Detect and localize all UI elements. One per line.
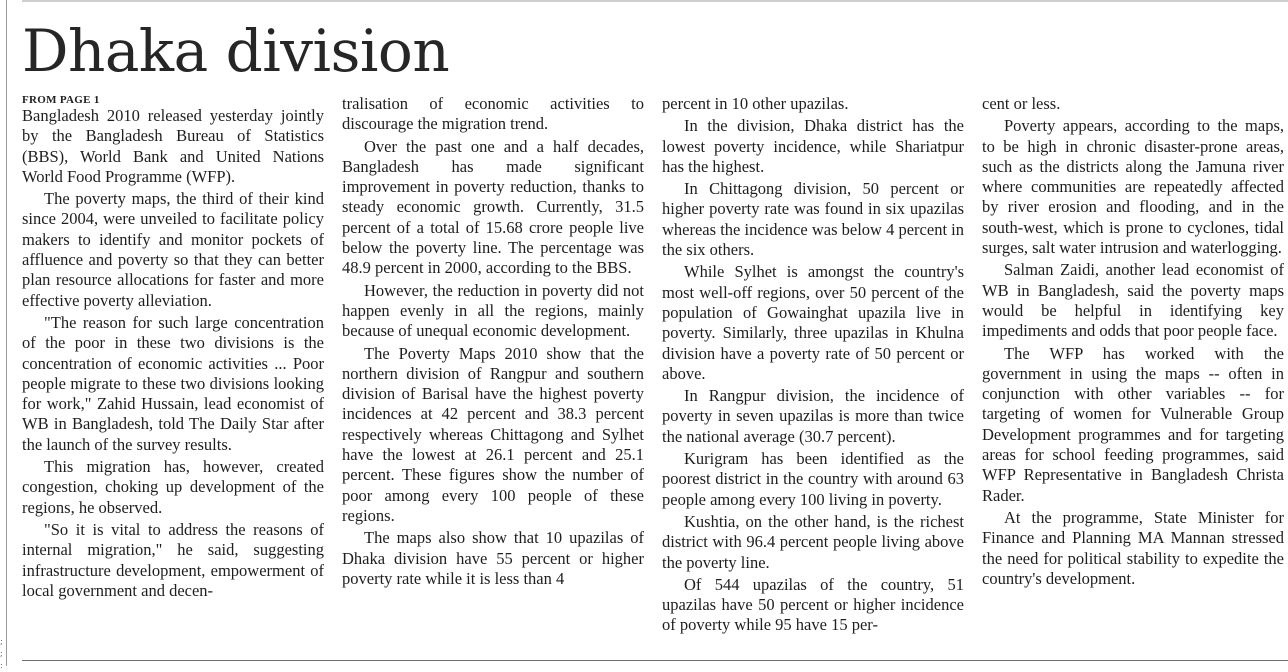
paragraph: However, the reduction in poverty did not happen evenly in all the regions, mainly because of unequal economic development. bbox=[342, 280, 644, 341]
paragraph: tralisation of economic activities to discourage the migration trend. bbox=[342, 94, 644, 134]
paragraph: In Chittagong division, 50 percent or higher poverty rate was found in six upazilas whereas the incidence was below 4 percent in the six others. bbox=[662, 179, 964, 260]
paragraph: At the programme, State Minister for Finance and Planning MA Mannan stressed the need for political stability to expedite the country's development. bbox=[982, 507, 1284, 588]
paragraph: Salman Zaidi, another lead economist of WB in Bangladesh, said the poverty maps would be helpful in identifying key impediments and odds that poor people face. bbox=[982, 260, 1284, 341]
paragraph: Bangladesh 2010 released yesterday jointly by the Bangladesh Bureau of Statistics (BBS), World Bank and United Nations World Food Programme (WFP). bbox=[22, 106, 324, 186]
article-column-4 bbox=[982, 94, 1284, 591]
article-column-2 bbox=[342, 94, 644, 591]
top-rule bbox=[22, 0, 1288, 2]
margin-marks: ; ; : bbox=[0, 637, 3, 670]
headline: Dhaka division bbox=[22, 17, 450, 85]
paragraph: In Rangpur division, the incidence of poverty in seven upazilas is more than twice the national average (30.7 percent). bbox=[662, 386, 964, 446]
paragraph: Kurigram has been identified as the poorest district in the country with around 63 people among every 100 living in poverty. bbox=[662, 449, 964, 509]
paragraph: Kushtia, on the other hand, is the richest district with 96.4 percent people living above the poverty line. bbox=[662, 511, 964, 572]
paragraph: Poverty appears, according to the maps, to be high in chronic disaster-prone areas, such as the districts along the Jamuna river where communities are repeatedly affected by river erosion and flooding, and in the south-west, which is prone to cyclones, tidal surges, salt water intrusion and waterlogging. bbox=[982, 116, 1284, 258]
article-column-1 bbox=[22, 94, 324, 603]
paragraph: percent in 10 other upazilas. bbox=[662, 94, 849, 113]
article-column-3 bbox=[662, 94, 964, 638]
paragraph: cent or less. bbox=[982, 94, 1061, 113]
paragraph: The maps also show that 10 upazilas of Dhaka division have 55 percent or higher poverty rate while it is less than 4 bbox=[342, 528, 644, 588]
paragraph: Of 544 upazilas of the country, 51 upazilas have 50 percent or higher incidence of poverty while 95 have 15 per- bbox=[662, 574, 964, 635]
paragraph: "So it is vital to address the reasons of internal migration," he said, suggesting infrastructure development, empowerment of local government and decen- bbox=[22, 519, 324, 600]
paragraph: This migration has, however, created congestion, choking up development of the regions, he observed. bbox=[22, 457, 324, 517]
kicker: FROM PAGE 1 bbox=[22, 94, 100, 106]
paragraph: The poverty maps, the third of their kind since 2004, were unveiled to facilitate policy makers to identify and monitor pockets of affluence and poverty so that they can better plan resource allocations for faster and more effective poverty alleviation. bbox=[22, 189, 324, 310]
paragraph: While Sylhet is amongst the country's most well-off regions, over 50 percent of the population of Gowainghat upazila live in poverty. Similarly, three upazilas in Khulna division have a poverty rate of 50 percent or above. bbox=[662, 262, 964, 383]
bottom-rule bbox=[22, 660, 1288, 661]
paragraph: In the division, Dhaka district has the lowest poverty incidence, while Shariatpur has the highest. bbox=[662, 116, 964, 176]
paragraph: The WFP has worked with the government in using the maps -- often in conjunction with other variables -- for targeting of women for Vulnerable Group Development programmes and for targeting areas for school feeding programmes, said WFP Representative in Bangladesh Christa Rader. bbox=[982, 343, 1284, 505]
paragraph: The Poverty Maps 2010 show that the northern division of Rangpur and southern division of Barisal have the highest poverty incidences at 42 percent and 38.3 percent respectively whereas Chittagong and Sylhet have the lowest at 26.1 percent and 25.1 percent. These figures show the number of poor among every 100 people of these regions. bbox=[342, 343, 644, 525]
paragraph: Over the past one and a half decades, Bangladesh has made significant improvement in poverty reduction, thanks to steady economic growth. Currently, 31.5 percent of a total of 15.68 crore people live below the poverty line. The percentage was 48.9 percent in 2000, according to the BBS. bbox=[342, 136, 644, 278]
paragraph: "The reason for such large concentration of the poor in these two divisions is the concentration of economic activities ... Poor people migrate to these two divisions looking for work," Zahid Hussain, lead economist of WB in Bangladesh, told The Daily Star after the launch of the survey results. bbox=[22, 312, 324, 454]
left-margin-rule bbox=[6, 0, 7, 666]
